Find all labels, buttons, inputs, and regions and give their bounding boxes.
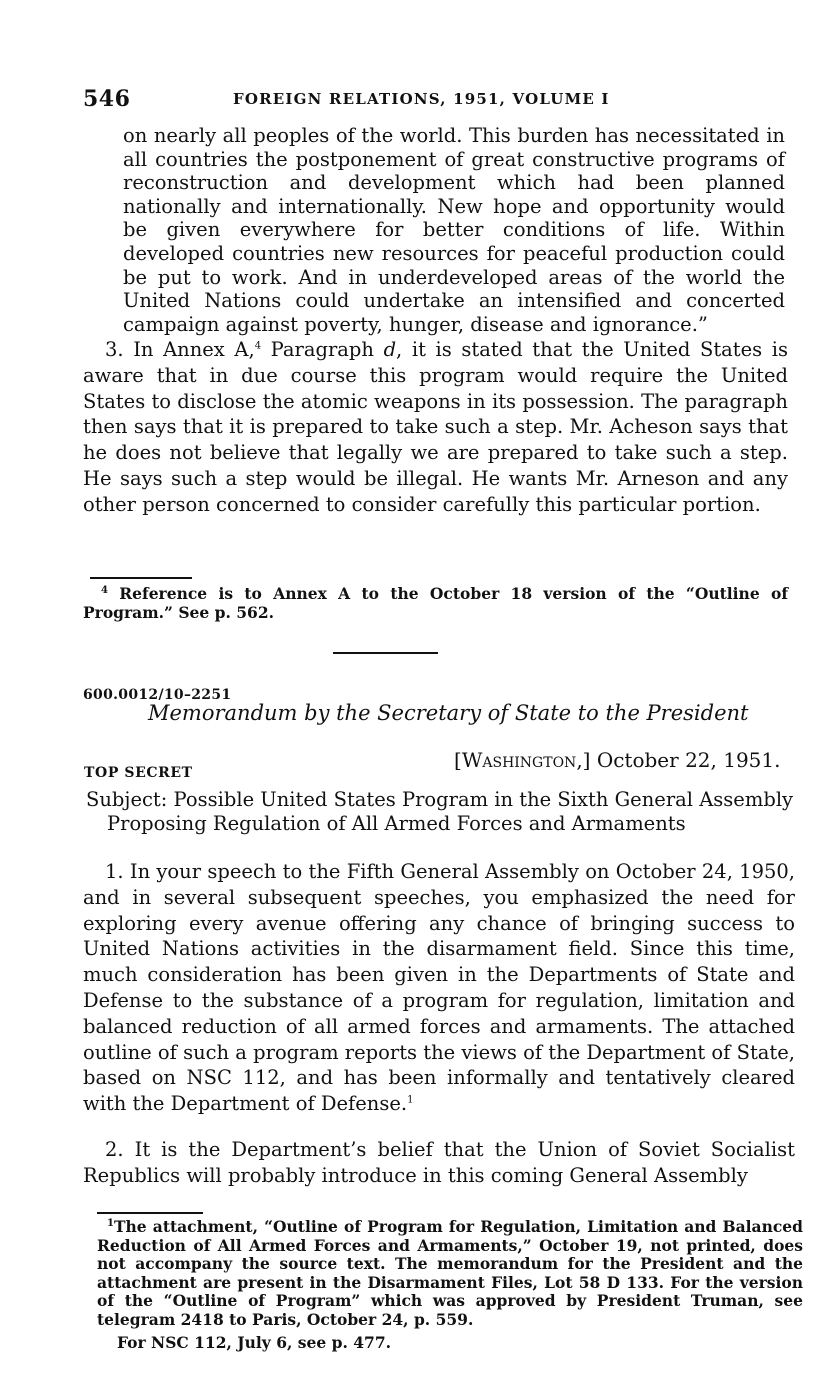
dateline-place: Washington	[461, 748, 577, 772]
quote-continuation: on nearly all peoples of the world. This burden has necessitated in all countries the postponement of great constructive programs of reconstruction and development which had been planned nationally and internationally. New hope and opportunity would be given everywhere for better conditions of life. Within developed countries new resources for peaceful production could be put to work. And in underdeveloped areas of the world the United Nations could undertake an intensified and concerted campaign against poverty, hunger, disease and ignorance.”	[123, 124, 785, 336]
footnote-1-mark: 1	[107, 1217, 114, 1229]
footnote-1-text: The attachment, “Outline of Program for Regulation, Limitation and Balanced Reduction of All Armed Forces and Armaments,” October 19, not printed, does not accompany the source text. The memorandum for the President and the attachment are present in the Disarmament Files, Lot 58 D 133. For the version of the “Outline of Program” which was approved by President Truman, see telegram 2418 to Paris, October 24, p. 559.	[97, 1217, 803, 1329]
running-head: FOREIGN RELATIONS, 1951, VOLUME I	[233, 90, 610, 108]
subject-label: Subject:	[86, 788, 168, 811]
paragraph-1-text: 1. In your speech to the Fifth General Assembly on October 24, 1950, and in several subsequent speeches, you emphasized the need for exploring every avenue offering any chance of bringing success to United Nations activities in the disarmament field. Since this time, much consideration has been given in the Departments of State and Defense to the substance of a program for regulation, limitation and balanced reduction of all armed forces and armaments. The attached outline of such a program reports the views of the Department of State, based on NSC 112, and has been informally and tentatively cleared with the Department of Defense.	[83, 860, 795, 1116]
footnote-4-mark: 4	[101, 584, 108, 596]
footnote-ref-1: 1	[407, 1094, 414, 1106]
paragraph-3-rest: , it is stated that the United States is aware that in due course this program would require the United States to disclose the atomic weapons in its possession. The paragraph then says that it is prepared to take such a step. Mr. Acheson says that he does not believe that legally we are prepared to take such a step. He says such a step would be illegal. He wants Mr. Arneson and any other person concerned to consider carefully this particular portion.	[83, 338, 789, 516]
paragraph-3-lead: 3. In Annex A,	[105, 338, 255, 361]
document-title: Memorandum by the Secretary of State to the President	[148, 701, 749, 725]
footnote-1	[97, 1218, 803, 1329]
footnote-divider-2	[97, 1212, 203, 1214]
dateline-bracket: [	[454, 748, 462, 772]
classification-label: TOP SECRET	[84, 765, 193, 781]
paragraph-1	[83, 859, 795, 1117]
subject-text: Possible United States Program in the Sixth General Assembly Proposing Regulation of All Armed Forces and Armaments	[107, 788, 794, 835]
paragraph-3	[83, 337, 788, 518]
footnote-divider	[90, 577, 192, 579]
footnote-4	[83, 585, 788, 622]
footnote-4-text: Reference is to Annex A to the October 18 version of the “Outline of Program.” See p. 562.	[83, 584, 788, 622]
footnote-1-nsc-note: For NSC 112, July 6, see p. 477.	[117, 1333, 391, 1352]
page-number: 546	[83, 86, 131, 112]
dateline-date: ,] October 22, 1951.	[576, 748, 781, 772]
file-number: 600.0012/10–2251	[83, 687, 232, 703]
dateline	[454, 748, 780, 772]
page-header	[83, 86, 803, 116]
section-divider	[333, 652, 438, 654]
paragraph-2: 2. It is the Department’s belief that the Union of Soviet Socialist Republics will probably introduce in this coming General Assembly	[83, 1138, 795, 1187]
footnote-ref-4: 4	[254, 340, 262, 352]
paragraph-3-italic: d	[383, 338, 397, 361]
subject-line	[86, 788, 812, 835]
paragraph-3-middle: Paragraph	[261, 338, 384, 361]
